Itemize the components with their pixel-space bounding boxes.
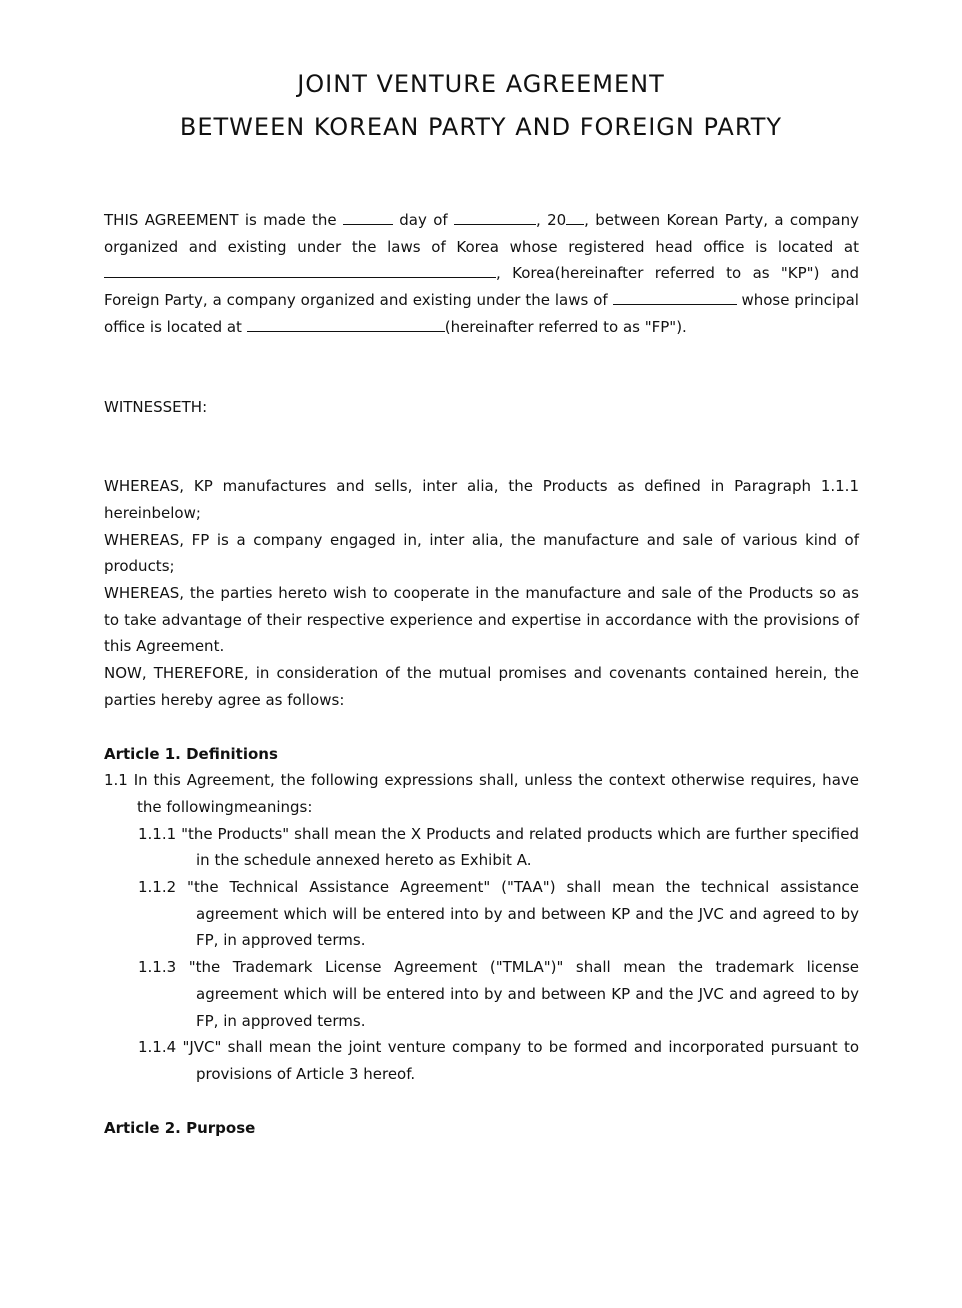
definition-item: 1.1.3 "the Trademark License Agreement ("TMLA")" shall mean the trademark license agreement which will be entered into by and between KP and the JVC and agreed to by FP, in approved terms.	[138, 958, 859, 1030]
article-1-heading: Article 1. Definitions	[104, 744, 278, 763]
preamble-text: day of	[399, 211, 448, 229]
preamble-text: whose principal office is located at	[104, 291, 859, 336]
recital-paragraph: WHEREAS, the parties hereto wish to cooperate in the manufacture and sale of the Products so as to take advantage of their respective experience and expertise in accordance with the provisions of this Agreement.	[104, 584, 859, 656]
preamble-text: , 20	[535, 211, 567, 229]
recital-paragraph: WHEREAS, FP is a company engaged in, inter alia, the manufacture and sale of various kind of products;	[104, 530, 859, 576]
blank-fp-country	[613, 290, 737, 305]
blank-kp-address	[104, 263, 496, 278]
document-body	[104, 207, 859, 1141]
title-line-2: BETWEEN KOREAN PARTY AND FOREIGN PARTY	[179, 113, 783, 141]
definitions-list	[104, 821, 859, 1088]
article-2-heading: Article 2. Purpose	[104, 1118, 256, 1137]
title-line-1: JOINT VENTURE AGREEMENT	[297, 70, 665, 98]
blank-day	[343, 210, 393, 225]
preamble-text: THIS AGREEMENT is made the	[104, 211, 337, 229]
preamble-paragraph	[104, 207, 859, 341]
blank-month	[454, 210, 536, 225]
preamble-text: , Korea(hereinafter referred to as "KP") and Foreign Party, a company organized and existing under the laws of	[104, 264, 859, 310]
preamble-text: (hereinafter referred to as "FP").	[444, 317, 687, 336]
definition-item: 1.1.4 "JVC" shall mean the joint venture company to be formed and incorporated pursuant to provisions of Article 3 hereof.	[138, 1038, 859, 1083]
preamble-text: , between Korean Party, a company organized and existing under the laws of Korea whose registered head office is located at	[104, 211, 860, 256]
blank-fp-address	[247, 317, 445, 332]
definition-item: 1.1.2 "the Technical Assistance Agreement" ("TAA") shall mean the technical assistance agreement which will be entered into by and between KP and the JVC and agreed to by FP, in approved terms.	[138, 878, 859, 950]
recital-paragraph: WHEREAS, KP manufactures and sells, inter alia, the Products as defined in Paragraph 1.1.1 hereinbelow;	[104, 477, 859, 522]
blank-year	[566, 210, 584, 225]
definition-item: 1.1.1 "the Products" shall mean the X Products and related products which are further specified in the schedule annexed hereto as Exhibit A.	[138, 824, 859, 870]
witnesseth-label: WITNESSETH:	[104, 397, 208, 416]
recital-paragraph: NOW, THEREFORE, in consideration of the mutual promises and covenants contained herein, the parties hereby agree as follows:	[104, 664, 859, 709]
clause-1-1: 1.1 In this Agreement, the following expressions shall, unless the context otherwise requires, have the followingmeanings:	[104, 771, 859, 816]
